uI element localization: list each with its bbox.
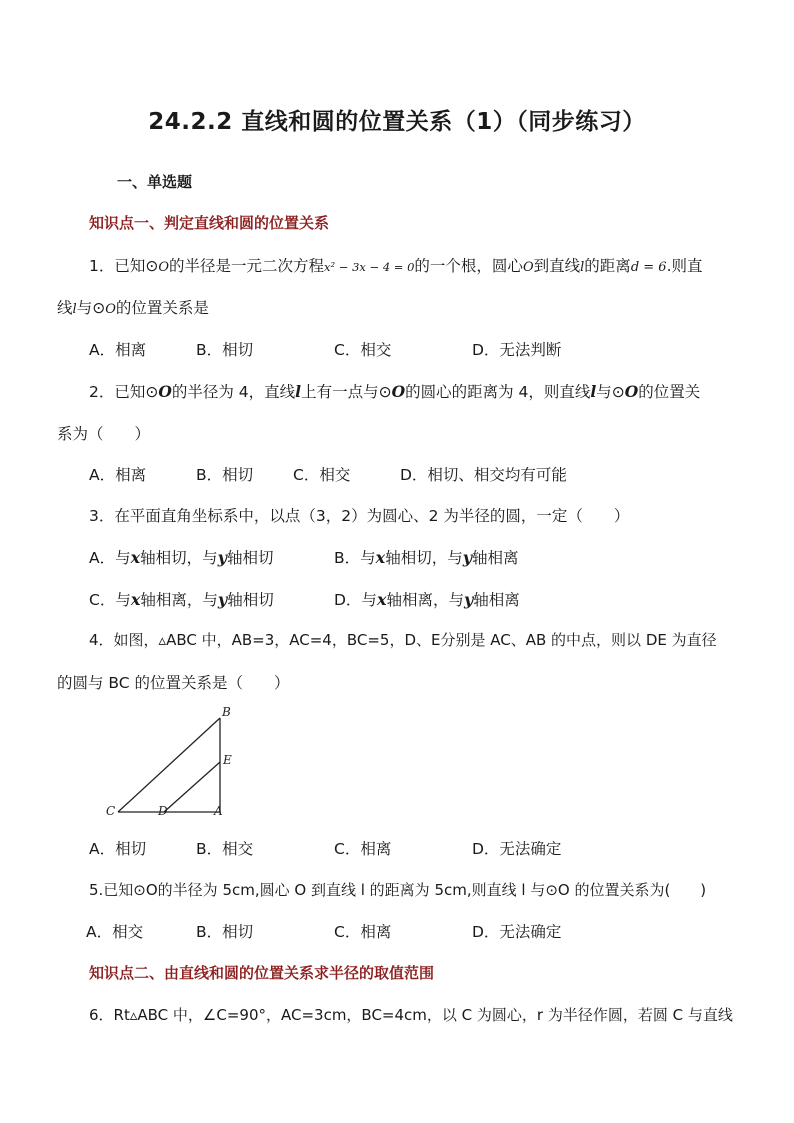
label-a: A	[214, 804, 223, 818]
q3-option-c	[89, 588, 274, 610]
q4-option-b: B．相交	[196, 840, 254, 858]
q4-option-c: C．相离	[334, 840, 392, 858]
label-d: D	[158, 804, 168, 818]
q3-b-2: 轴相切，与	[385, 549, 463, 567]
q1-l2-b: 与⊙	[76, 299, 106, 317]
q4-line2: 的圆与 BC 的位置关系是（ ）	[57, 674, 290, 692]
q1-text-d: 到直线	[533, 257, 581, 275]
q5-option-d: D．无法确定	[472, 923, 562, 941]
q4-option-d: D．无法确定	[472, 840, 562, 858]
page-title: 24.2.2 直线和圆的位置关系（1）（同步练习）	[148, 109, 646, 135]
q3-d-y: y	[464, 590, 474, 609]
knowledge-point-1: 知识点一、判定直线和圆的位置关系	[89, 214, 330, 232]
q1-distance-d: d = 6	[630, 260, 667, 275]
q2-text-d: 的圆心的距离为 4，则直线	[405, 383, 591, 401]
label-e: E	[223, 753, 232, 767]
q3-d-x: x	[376, 590, 387, 609]
q5-text: 5.已知⊙O的半径为 5cm,圆心 O 到直线 l 的距离为 5cm,则直线 l 与⊙O 的位置关系为( )	[89, 881, 707, 899]
q2-option-c: C．相交	[293, 466, 351, 484]
q1-text-e: 的距离	[584, 257, 631, 275]
q3-c-x: x	[130, 590, 141, 609]
q1-option-d: D．无法判断	[472, 341, 562, 359]
label-b: B	[222, 705, 231, 719]
segment-de	[164, 762, 220, 812]
triangle-figure	[100, 700, 250, 820]
q2-circle-o: O	[158, 382, 172, 401]
q1-option-b: B．相切	[196, 341, 254, 359]
q1-l2-l: l	[72, 302, 77, 317]
q1-equation: x² − 3x − 4 = 0	[324, 260, 415, 274]
q3-b-y: y	[462, 548, 472, 567]
q3-a-3: 轴相切	[226, 549, 274, 567]
q1-option-a: A．相离	[89, 341, 147, 359]
q2-line-l2: l	[590, 382, 597, 401]
q6-text: 6．Rt▵ABC 中，∠C=90°，AC=3cm，BC=4cm，以 C 为圆心，r 为半径作圆，若圆 C 与直线	[89, 1006, 733, 1024]
q3-c-3: 轴相切	[227, 591, 274, 609]
q3-d-1: D．与	[334, 591, 377, 609]
q5-option-c: C．相离	[334, 923, 392, 941]
q3-d-3: 轴相离	[473, 591, 520, 609]
q2-line-l: l	[295, 382, 302, 401]
q3-a-y: y	[217, 548, 227, 567]
q1-line1	[89, 254, 703, 276]
q4-line1: 4．如图，▵ABC 中，AB=3，AC=4，BC=5，D、E分别是 AC、AB 的中点，则以 DE 为直径	[89, 631, 717, 649]
q1-line2	[57, 296, 209, 318]
q1-l2-a: 线	[57, 299, 73, 317]
q3-d-2: 轴相离，与	[386, 591, 464, 609]
q2-text-b: 的半径为 4，直线	[171, 383, 296, 401]
q3-b-3: 轴相离	[472, 549, 519, 567]
q2-circle-o2: O	[391, 382, 406, 401]
label-c: C	[106, 804, 116, 818]
q2-circle-o3: O	[624, 382, 639, 401]
q1-text-a: 1．已知⊙	[89, 257, 159, 275]
q2-line2: 系为（ ）	[57, 425, 151, 443]
section-heading: 一、单选题	[117, 173, 193, 191]
q3-a-2: 轴相切，与	[140, 549, 218, 567]
q1-text-f: .则直	[666, 257, 703, 275]
q1-line-l: l	[580, 260, 585, 275]
q3-a-x: x	[130, 548, 141, 567]
q3-a-1: A．与	[89, 549, 131, 567]
q3-text: 3．在平面直角坐标系中，以点（3，2）为圆心、2 为半径的圆，一定（ ）	[89, 507, 630, 525]
q2-text-a: 2．已知⊙	[89, 383, 159, 401]
q2-option-a: A．相离	[89, 466, 147, 484]
q2-option-d: D．相切、相交均有可能	[400, 466, 567, 484]
q1-l2-o: O	[105, 302, 116, 317]
q2-text-e: 与⊙	[596, 383, 625, 401]
q3-b-x: x	[375, 548, 386, 567]
q1-text-b: 的半径是一元二次方程	[169, 257, 325, 275]
side-cb	[118, 718, 220, 812]
q1-l2-c: 的位置关系是	[115, 299, 209, 317]
q2-text-c: 上有一点与⊙	[301, 383, 392, 401]
q1-option-c: C．相交	[334, 341, 392, 359]
q4-option-a: A．相切	[89, 840, 147, 858]
q3-c-y: y	[217, 590, 228, 609]
q3-c-2: 轴相离，与	[140, 591, 218, 609]
q3-c-1: C．与	[89, 591, 131, 609]
q1-circle-o: O	[158, 260, 170, 275]
knowledge-point-2: 知识点二、由直线和圆的位置关系求半径的取值范围	[89, 964, 435, 982]
q3-option-b	[334, 546, 519, 568]
q2-line1	[89, 380, 700, 402]
q2-text-f: 的位置关	[638, 383, 701, 401]
q2-option-b: B．相切	[196, 466, 254, 484]
q1-center-o: O	[522, 260, 534, 275]
q5-option-a: A．相交	[86, 923, 144, 941]
q3-option-a	[89, 546, 273, 568]
q5-option-b: B．相切	[196, 923, 254, 941]
q3-b-1: B．与	[334, 549, 376, 567]
q1-text-c: 的一个根，圆心	[414, 257, 523, 275]
q3-option-d	[334, 588, 520, 610]
